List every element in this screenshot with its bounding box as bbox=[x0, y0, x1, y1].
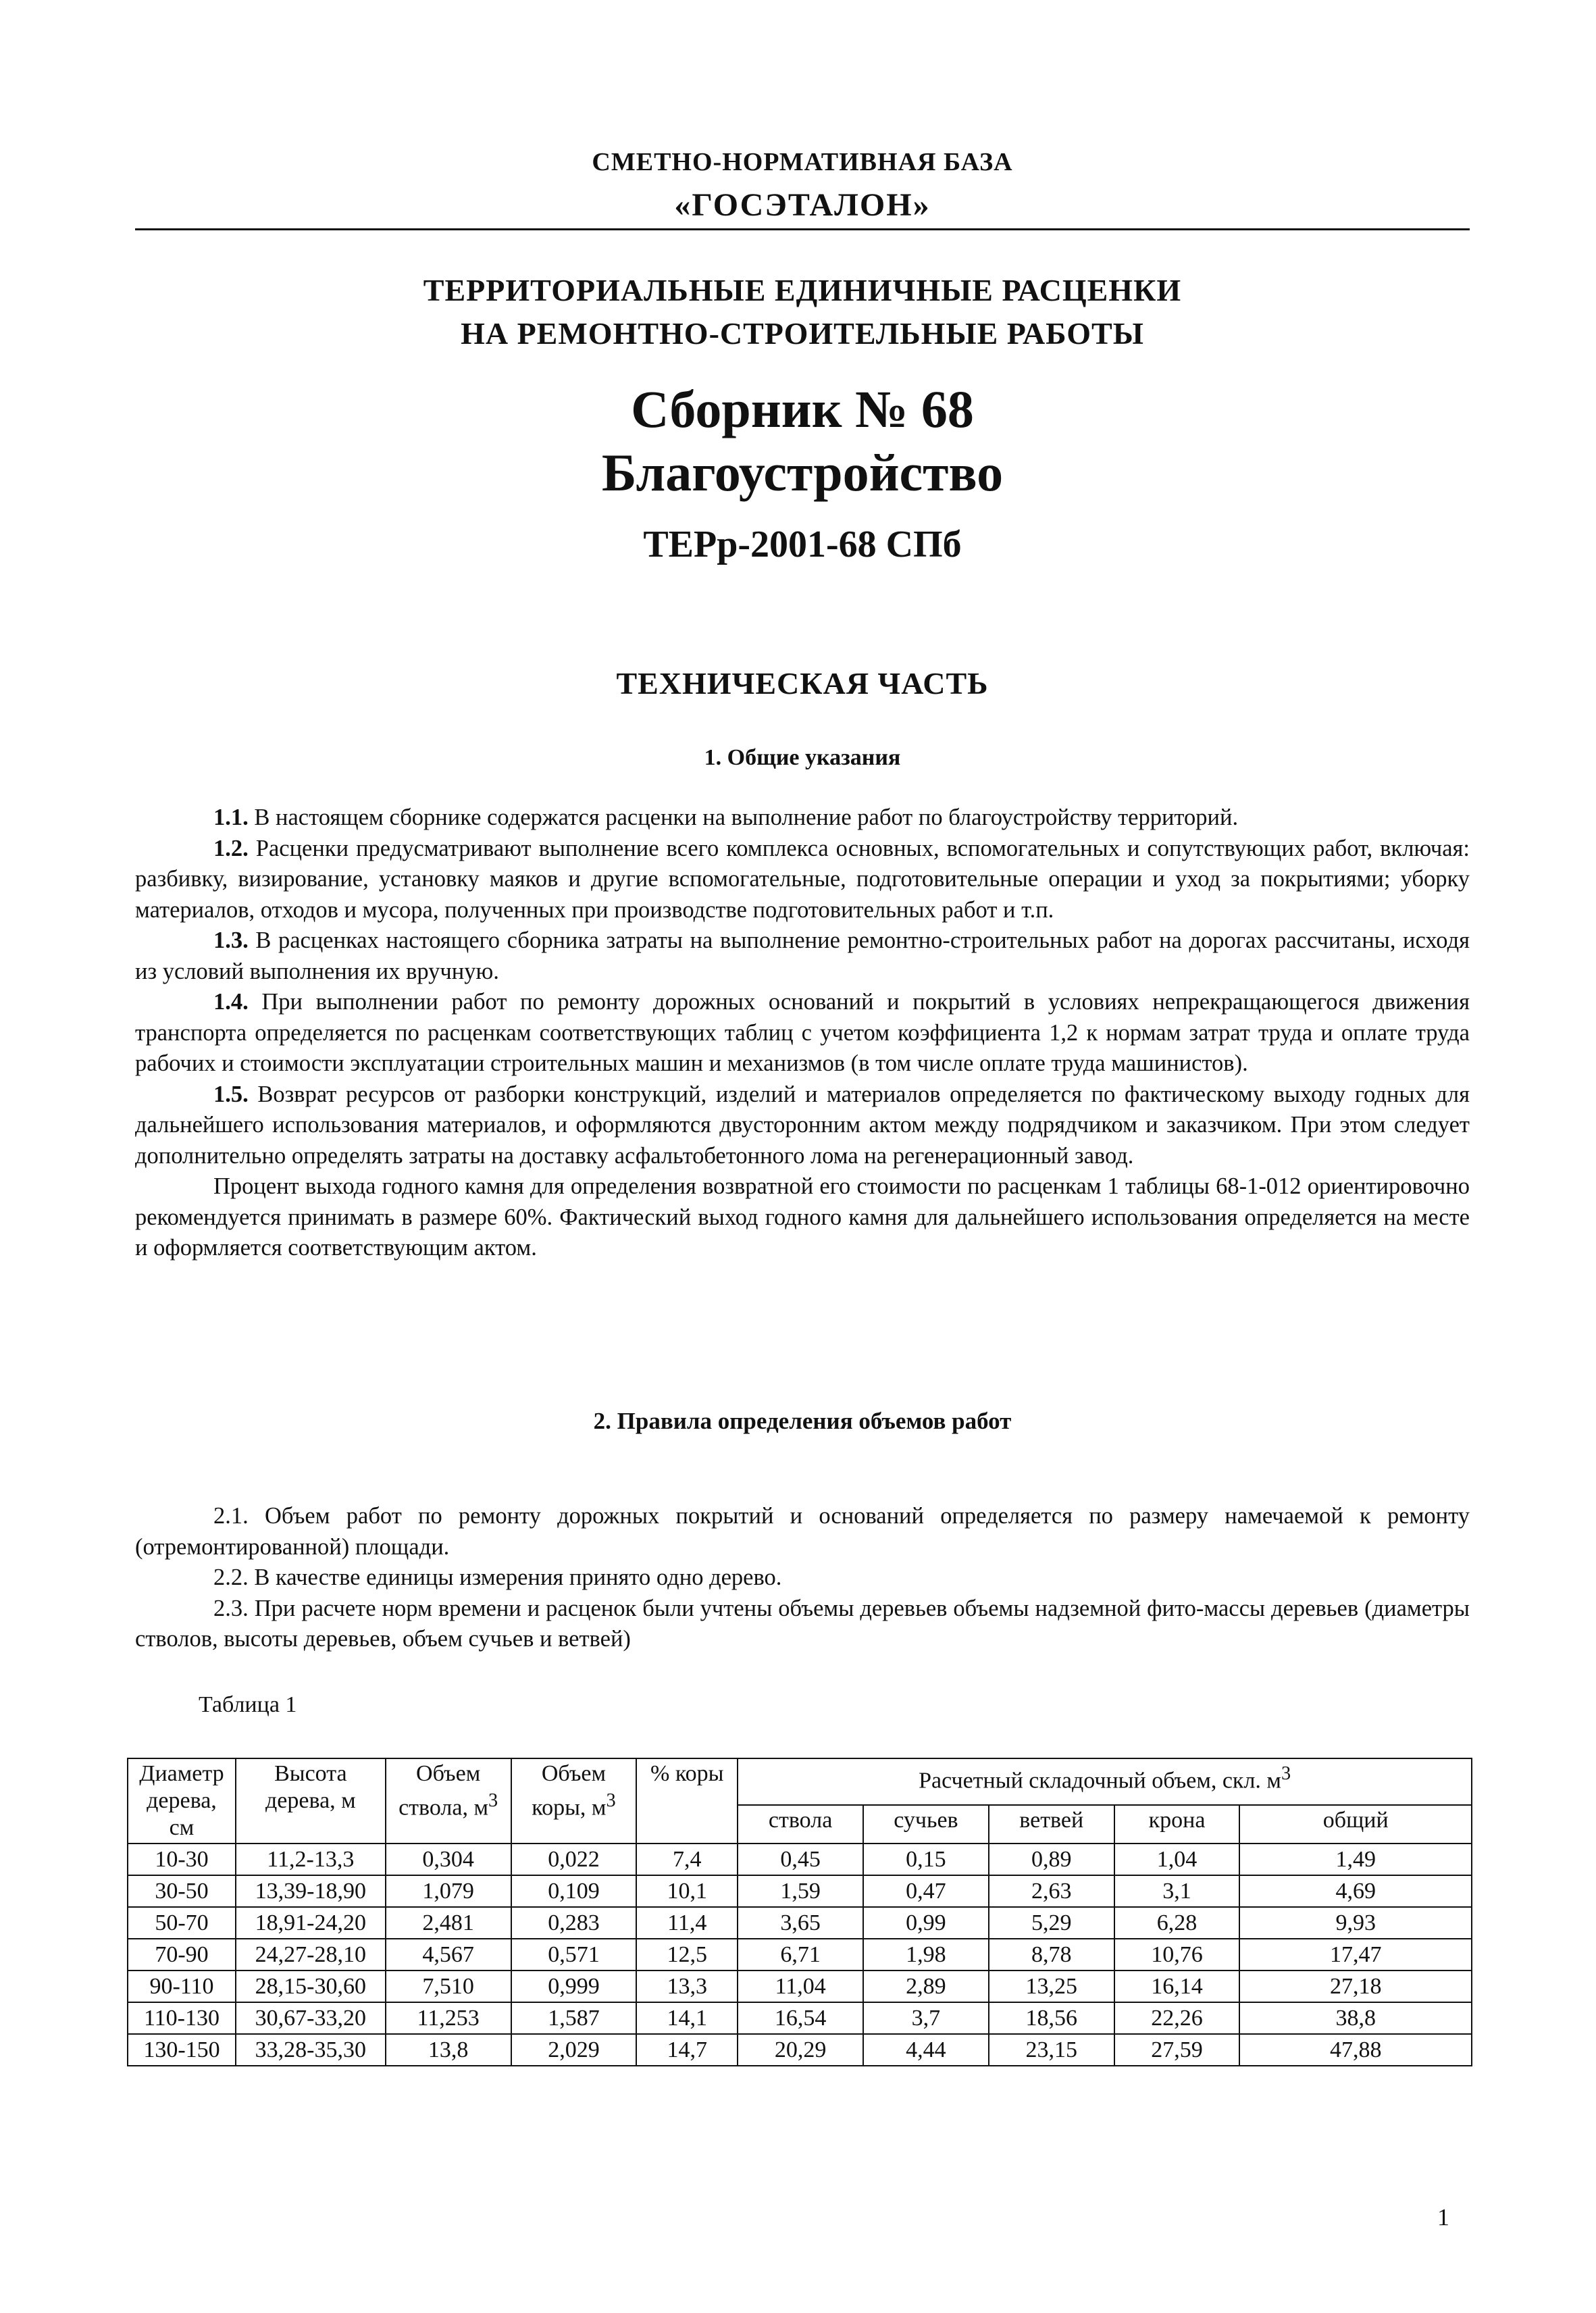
paragraph-1-2 bbox=[135, 834, 1470, 926]
tree-volume-table bbox=[127, 1758, 1472, 2066]
table-row bbox=[128, 2034, 1472, 2066]
table-cell: 0,109 bbox=[511, 1875, 637, 1907]
section1-body bbox=[135, 803, 1470, 1264]
col-header-sub: общий bbox=[1239, 1805, 1472, 1844]
table-cell: 14,1 bbox=[636, 2002, 738, 2034]
col-header-sub: ствола bbox=[738, 1805, 863, 1844]
table-cell: 2,029 bbox=[511, 2034, 637, 2066]
col-header-sub: крона bbox=[1114, 1805, 1240, 1844]
paragraph-text: Расценки предусматривают выполнение всего комплекса основных, вспомогательных и сопутствующих работ, включая: разбивку, визирование, установку маяков и другие вспомогательные, подготовительные операции и уход за покрытиями; уборку материалов, отходов и мусора, полученных при производстве подготовительных работ и т.п. bbox=[135, 835, 1470, 923]
paragraph-text: В расценках настоящего сборника затраты на выполнение ремонтно-строительных работ на дорогах рассчитаны, исходя из условий выполнения их вручную. bbox=[135, 927, 1470, 984]
table-cell: 0,022 bbox=[511, 1844, 637, 1875]
table-cell: 0,571 bbox=[511, 1939, 637, 1971]
col-header-sub: ветвей bbox=[989, 1805, 1114, 1844]
col-header-stacked-volume bbox=[738, 1758, 1472, 1805]
table-cell: 12,5 bbox=[636, 1939, 738, 1971]
superscript: 3 bbox=[488, 1790, 498, 1811]
document-title-line2: НА РЕМОНТНО-СТРОИТЕЛЬНЫЕ РАБОТЫ bbox=[461, 316, 1144, 351]
paragraph-2-2: 2.2. В качестве единицы измерения принято одно дерево. bbox=[213, 1565, 782, 1590]
table-row bbox=[128, 1971, 1472, 2002]
table-cell: 2,89 bbox=[863, 1971, 989, 2002]
table-cell: 18,56 bbox=[989, 2002, 1114, 2034]
table-cell: 11,2-13,3 bbox=[236, 1844, 386, 1875]
paragraph-number: 1.2. bbox=[213, 835, 249, 861]
table-cell: 5,29 bbox=[989, 1907, 1114, 1939]
section2-body bbox=[135, 1501, 1470, 1655]
table-cell: 2,63 bbox=[989, 1875, 1114, 1907]
table-cell: 0,999 bbox=[511, 1971, 637, 2002]
page-number: 1 bbox=[1437, 2204, 1449, 2231]
table-cell: 27,59 bbox=[1114, 2034, 1240, 2066]
collection-name: Благоустройство bbox=[601, 443, 1004, 502]
table-cell: 1,49 bbox=[1239, 1844, 1472, 1875]
table-cell: 10-30 bbox=[128, 1844, 236, 1875]
table-cell: 20,29 bbox=[738, 2034, 863, 2066]
table-cell: 0,99 bbox=[863, 1907, 989, 1939]
paragraph-number: 1.3. bbox=[213, 927, 249, 953]
table-body bbox=[128, 1844, 1472, 2066]
table-cell: 47,88 bbox=[1239, 2034, 1472, 2066]
document-title-line1: ТЕРРИТОРИАЛЬНЫЕ ЕДИНИЧНЫЕ РАСЦЕНКИ bbox=[423, 273, 1182, 307]
document-code: ТЕРр-2001-68 СПб bbox=[643, 524, 962, 565]
table-cell: 10,76 bbox=[1114, 1939, 1240, 1971]
section2-title: 2. Правила определения объемов работ bbox=[593, 1408, 1012, 1434]
table-cell: 90-110 bbox=[128, 1971, 236, 2002]
table-cell: 0,283 bbox=[511, 1907, 637, 1939]
table-cell: 70-90 bbox=[128, 1939, 236, 1971]
table-cell: 27,18 bbox=[1239, 1971, 1472, 2002]
table-cell: 38,8 bbox=[1239, 2002, 1472, 2034]
table-cell: 13,39-18,90 bbox=[236, 1875, 386, 1907]
col-header-sub: сучьев bbox=[863, 1805, 989, 1844]
table-cell: 10,1 bbox=[636, 1875, 738, 1907]
col-header-diameter: Диаметр дерева, см bbox=[128, 1758, 236, 1844]
paragraph-number: 1.1. bbox=[213, 805, 249, 830]
table-cell: 0,45 bbox=[738, 1844, 863, 1875]
table-cell: 30,67-33,20 bbox=[236, 2002, 386, 2034]
table-cell: 24,27-28,10 bbox=[236, 1939, 386, 1971]
technical-part-heading: ТЕХНИЧЕСКАЯ ЧАСТЬ bbox=[616, 666, 989, 701]
paragraph-1-3 bbox=[135, 925, 1470, 987]
table-cell: 0,304 bbox=[386, 1844, 511, 1875]
table-row bbox=[128, 1939, 1472, 1971]
paragraph-2-1: 2.1. Объем работ по ремонту дорожных покрытий и оснований определяется по размеру намечаемой к ремонту (отремонтированной) площади. bbox=[135, 1503, 1470, 1560]
paragraph-1-5 bbox=[135, 1079, 1470, 1172]
header-divider bbox=[135, 228, 1470, 230]
collection-number: Сборник № 68 bbox=[631, 380, 974, 438]
paragraph-text: При выполнении работ по ремонту дорожных оснований и покрытий в условиях непрекращающегося движения транспорта определяется по расценкам соответствующих таблиц с учетом коэффициента 1,2 к нормам затрат труда и оплате труда рабочих и стоимости эксплуатации строительных машин и механизмов (в том числе оплате труда машинистов). bbox=[135, 989, 1470, 1076]
paragraph-1-5-cont bbox=[135, 1171, 1470, 1264]
table-row bbox=[128, 1844, 1472, 1875]
table-cell: 50-70 bbox=[128, 1907, 236, 1939]
col-header-height: Высота дерева, м bbox=[236, 1758, 386, 1844]
table-cell: 13,8 bbox=[386, 2034, 511, 2066]
table-cell: 13,3 bbox=[636, 1971, 738, 2002]
table-cell: 6,28 bbox=[1114, 1907, 1240, 1939]
superscript: 3 bbox=[606, 1790, 616, 1811]
table-row bbox=[128, 1907, 1472, 1939]
table-cell: 13,25 bbox=[989, 1971, 1114, 2002]
table-cell: 28,15-30,60 bbox=[236, 1971, 386, 2002]
table-caption: Таблица 1 bbox=[199, 1692, 297, 1717]
table-cell: 6,71 bbox=[738, 1939, 863, 1971]
table-cell: 14,7 bbox=[636, 2034, 738, 2066]
table-cell: 16,54 bbox=[738, 2002, 863, 2034]
table-cell: 11,04 bbox=[738, 1971, 863, 2002]
table-cell: 1,079 bbox=[386, 1875, 511, 1907]
table-cell: 130-150 bbox=[128, 2034, 236, 2066]
paragraph-text: Возврат ресурсов от разборки конструкций, изделий и материалов определяется по фактическому выходу годных для дальнейшего использования материалов, и оформляются двусторонним актом между подрядчиком и заказчиком. При этом следует дополнительно определять затраты на доставку асфальтобетонного лома на регенерационный завод. bbox=[135, 1081, 1470, 1169]
table-cell: 22,26 bbox=[1114, 2002, 1240, 2034]
table-cell: 11,253 bbox=[386, 2002, 511, 2034]
document-title bbox=[135, 269, 1470, 355]
header-brand: «ГОСЭТАЛОН» bbox=[674, 187, 931, 223]
col-header-trunk-volume bbox=[386, 1758, 511, 1844]
table-cell: 4,69 bbox=[1239, 1875, 1472, 1907]
col-header-bark-pct: % коры bbox=[636, 1758, 738, 1844]
table-cell: 1,98 bbox=[863, 1939, 989, 1971]
table-cell: 4,44 bbox=[863, 2034, 989, 2066]
paragraph-text: Процент выхода годного камня для определения возвратной его стоимости по расценкам 1 таблицы 68-1-012 ориентировочно рекомендуется принимать в размере 60%. Фактический выход годного камня для дальнейшего использования определяется на месте и оформляется соответствующим актом. bbox=[135, 1173, 1470, 1261]
paragraph-2-3: 2.3. При расчете норм времени и расценок были учтены объемы деревьев объемы надземной фито-массы деревьев (диаметры стволов, высоты деревьев, объем сучьев и ветвей) bbox=[135, 1595, 1470, 1652]
table-cell: 33,28-35,30 bbox=[236, 2034, 386, 2066]
table-cell: 11,4 bbox=[636, 1907, 738, 1939]
table-cell: 3,7 bbox=[863, 2002, 989, 2034]
table-cell: 8,78 bbox=[989, 1939, 1114, 1971]
section1-title: 1. Общие указания bbox=[704, 745, 901, 770]
table-cell: 7,510 bbox=[386, 1971, 511, 2002]
paragraph-number: 1.5. bbox=[213, 1081, 249, 1107]
table-cell: 0,15 bbox=[863, 1844, 989, 1875]
table-cell: 1,04 bbox=[1114, 1844, 1240, 1875]
table-cell: 18,91-24,20 bbox=[236, 1907, 386, 1939]
header-text: Расчетный складочный объем, скл. м bbox=[919, 1768, 1281, 1794]
table-cell: 9,93 bbox=[1239, 1907, 1472, 1939]
table-cell: 2,481 bbox=[386, 1907, 511, 1939]
table-cell: 3,1 bbox=[1114, 1875, 1240, 1907]
table-cell: 30-50 bbox=[128, 1875, 236, 1907]
table-cell: 1,59 bbox=[738, 1875, 863, 1907]
paragraph-number: 1.4. bbox=[213, 989, 249, 1015]
table-cell: 1,587 bbox=[511, 2002, 637, 2034]
col-header-bark-volume bbox=[511, 1758, 637, 1844]
table-row bbox=[128, 1875, 1472, 1907]
table-cell: 23,15 bbox=[989, 2034, 1114, 2066]
header-org: СМЕТНО-НОРМАТИВНАЯ БАЗА bbox=[592, 148, 1013, 176]
paragraph-1-1 bbox=[135, 803, 1470, 834]
table-cell: 3,65 bbox=[738, 1907, 863, 1939]
table-cell: 4,567 bbox=[386, 1939, 511, 1971]
header-text: Объем коры, м bbox=[532, 1761, 607, 1821]
paragraph-1-4 bbox=[135, 987, 1470, 1079]
paragraph-text: В настоящем сборнике содержатся расценки на выполнение работ по благоустройству территорий. bbox=[248, 805, 1239, 830]
table-row bbox=[128, 2002, 1472, 2034]
superscript: 3 bbox=[1281, 1763, 1291, 1784]
table-cell: 0,47 bbox=[863, 1875, 989, 1907]
table-cell: 16,14 bbox=[1114, 1971, 1240, 2002]
table-cell: 17,47 bbox=[1239, 1939, 1472, 1971]
table-cell: 7,4 bbox=[636, 1844, 738, 1875]
header-text: Объем ствола, м bbox=[398, 1761, 488, 1821]
table-cell: 110-130 bbox=[128, 2002, 236, 2034]
table-cell: 0,89 bbox=[989, 1844, 1114, 1875]
